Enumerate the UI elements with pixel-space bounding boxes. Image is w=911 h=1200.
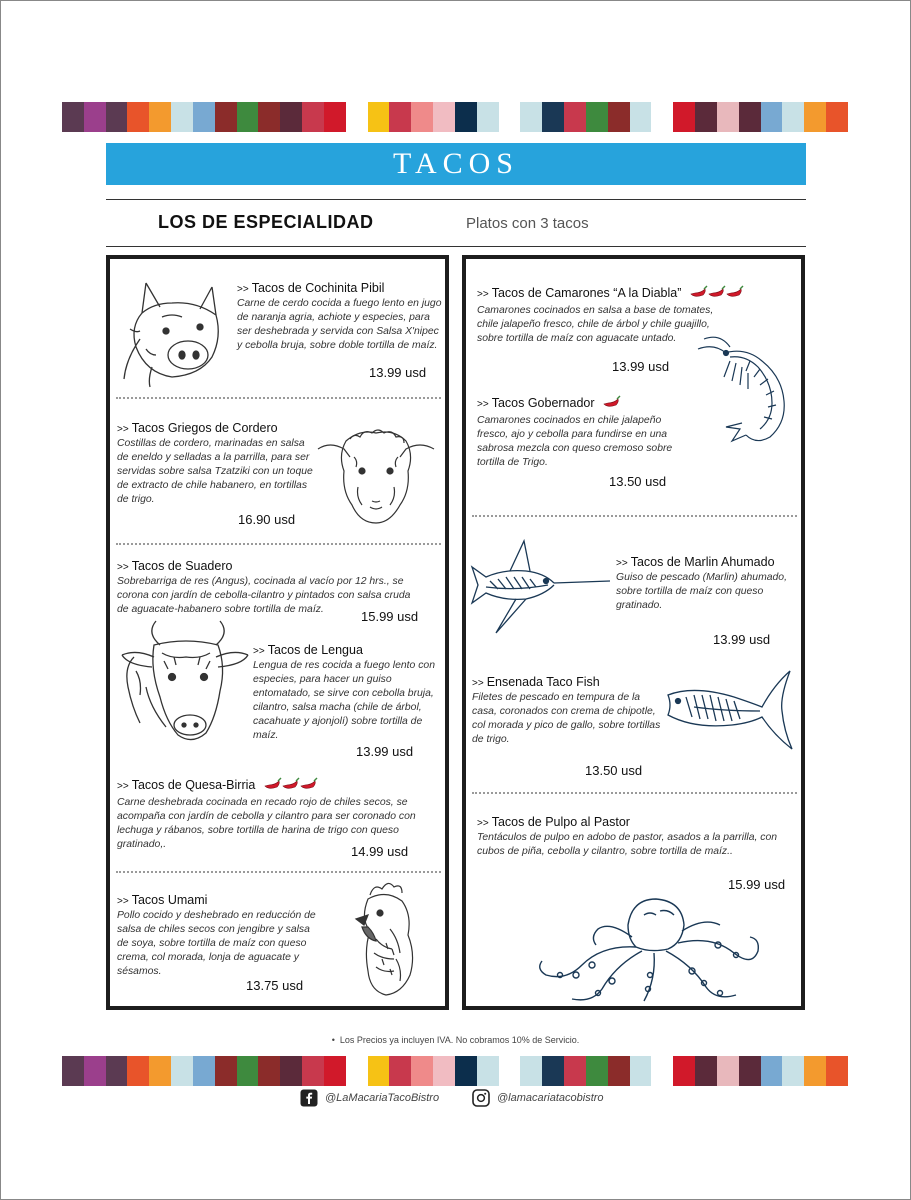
facebook-handle: @LaMacariaTacoBistro — [325, 1092, 440, 1104]
item-title — [477, 395, 695, 412]
stripe-segment — [433, 1056, 455, 1086]
item-price: 15.99 usd — [728, 877, 786, 892]
menu-item-ensenada-taco-fish — [472, 675, 664, 747]
item-title-text: Ensenada Taco Fish — [486, 675, 600, 689]
item-price: 13.50 usd — [585, 763, 643, 778]
arrow-prefix: >> — [616, 558, 628, 569]
item-title-text: Tacos de Cochinita Pibil — [251, 281, 385, 295]
stripe-segment — [258, 102, 280, 132]
stripe-segment — [761, 102, 783, 132]
dotted-separator — [472, 792, 797, 794]
arrow-prefix: >> — [477, 398, 489, 410]
item-description: Carne de cerdo cocida a fuego lento en jugo de naranja agria, achiote y especies, para ser deshebrada y servida con Salsa X'nipec y cebolla bruja, sobre doble tortilla de maíz. — [237, 298, 442, 351]
stripe-segment — [826, 1056, 848, 1086]
stripe-segment — [739, 102, 761, 132]
item-price: 13.99 usd — [369, 365, 427, 380]
stripe-segment — [782, 1056, 804, 1086]
item-title — [472, 675, 664, 689]
stripe-segment — [302, 102, 324, 132]
stripe-segment — [673, 102, 695, 132]
stripe-segment — [84, 1056, 106, 1086]
stripe-segment — [149, 1056, 171, 1086]
stripe-segment — [280, 102, 302, 132]
item-description: Guiso de pescado (Marlin) ahumado, sobre tortilla de maíz con queso gratinado. — [616, 572, 787, 611]
menu-item-gobernador — [477, 395, 695, 470]
instagram-handle: @lamacariatacobistro — [497, 1092, 604, 1104]
stripe-segment — [368, 102, 390, 132]
sheep-illustration-icon — [310, 427, 442, 527]
pig-illustration-icon — [116, 269, 228, 389]
item-description: Costillas de cordero, marinadas en salsa de eneldo y selladas a la parrilla, para ser servidas sobre salsa Tzatziki con un toque de extracto de chile habanero, en tortillas de trigo. — [117, 438, 313, 505]
item-title-text: Tacos de Suadero — [131, 559, 233, 573]
stripe-segment — [630, 102, 652, 132]
arrow-prefix: >> — [117, 780, 129, 792]
menu-item-cochinita-pibil — [237, 281, 443, 353]
stripe-segment — [477, 1056, 499, 1086]
stripe-segment — [739, 1056, 761, 1086]
facebook-link[interactable] — [300, 1089, 439, 1107]
stripe-segment — [237, 1056, 259, 1086]
spicy-level-3-icon — [263, 777, 319, 794]
spicy-level-1-icon — [602, 395, 622, 412]
stripe-segment — [804, 1056, 826, 1086]
chicken-illustration-icon — [346, 879, 430, 997]
item-price: 13.99 usd — [356, 744, 414, 759]
stripe-segment — [608, 102, 630, 132]
stripe-segment — [346, 1056, 368, 1086]
stripe-segment — [717, 102, 739, 132]
section-title: LOS DE ESPECIALIDAD — [158, 212, 374, 232]
item-description: Filetes de pescado en tempura de la casa, coronados con crema de chipotle, col morada y pico de gallo, sobre tortillas de trigo. — [472, 692, 661, 745]
item-title-text: Tacos de Quesa-Birria — [131, 777, 256, 792]
facebook-icon — [300, 1089, 318, 1107]
section-subtitle: Platos con 3 tacos — [466, 215, 589, 232]
stripe-segment — [455, 102, 477, 132]
decorative-stripe-bottom — [62, 1056, 848, 1086]
item-title — [237, 281, 443, 295]
stripe-segment — [586, 1056, 608, 1086]
stripe-segment — [171, 102, 193, 132]
dotted-separator — [116, 543, 441, 545]
arrow-prefix: >> — [253, 646, 265, 657]
stripe-segment — [237, 102, 259, 132]
stripe-segment — [520, 102, 542, 132]
price-footnote — [0, 1035, 911, 1045]
stripe-segment — [171, 1056, 193, 1086]
marlin-illustration-icon — [470, 537, 612, 637]
item-description: Carne deshebrada cocinada en recado rojo de chiles secos, se acompaña con jardín de cebolla y cilantro para ser coronado con lechuga y rábanos, sobre tortilla de harina de trigo con queso gratinado,. — [117, 797, 416, 850]
arrow-prefix: >> — [117, 896, 129, 907]
stripe-segment — [215, 1056, 237, 1086]
item-description: Lengua de res cocida a fuego lento con especies, para hacer un guiso entomatado, se sirve con cebolla bruja, cilantro, salsa macha (chile de árbol, cacahuate y ajonjolí) sobre tortilla de maíz. — [253, 660, 435, 741]
menu-item-lengua — [253, 643, 439, 743]
item-description: Sobrebarriga de res (Angus), cocinada al vacío por 12 hrs., se corona con jardín de cebolla-cilantro y pintados con salsa cruda de aguacate-habanero sobre tortilla de maíz. — [117, 576, 411, 615]
stripe-segment — [280, 1056, 302, 1086]
stripe-segment — [411, 102, 433, 132]
item-title — [117, 777, 442, 794]
stripe-segment — [673, 1056, 695, 1086]
stripe-segment — [106, 1056, 128, 1086]
stripe-segment — [564, 102, 586, 132]
spicy-level-3-icon — [689, 285, 745, 302]
stripe-segment — [411, 1056, 433, 1086]
stripe-segment — [520, 1056, 542, 1086]
cow-illustration-icon — [116, 617, 252, 749]
stripe-segment — [389, 102, 411, 132]
stripe-segment — [761, 1056, 783, 1086]
stripe-segment — [127, 102, 149, 132]
stripe-segment — [804, 102, 826, 132]
decorative-stripe-top — [62, 102, 848, 132]
stripe-segment — [433, 102, 455, 132]
item-title-text: Tacos de Marlin Ahumado — [630, 555, 775, 569]
item-price: 15.99 usd — [361, 609, 419, 624]
stripe-segment — [62, 102, 84, 132]
right-menu-panel — [462, 255, 805, 1010]
item-description: Tentáculos de pulpo en adobo de pastor, asados a la parrilla, con cubos de piña, cebolla y cilantro, sobre tortilla de maíz.. — [477, 832, 778, 857]
stripe-segment — [651, 102, 673, 132]
stripe-segment — [608, 1056, 630, 1086]
stripe-segment — [542, 1056, 564, 1086]
footnote-text: Los Precios ya incluyen IVA. No cobramos 10% de Servicio. — [339, 1035, 580, 1045]
dotted-separator — [116, 397, 441, 399]
stripe-segment — [106, 102, 128, 132]
dotted-separator — [472, 515, 797, 517]
item-title-text: Tacos de Lengua — [267, 643, 363, 657]
item-price: 13.99 usd — [713, 632, 771, 647]
stripe-segment — [84, 102, 106, 132]
menu-item-quesa-birria — [117, 777, 442, 852]
fish-illustration-icon — [664, 667, 794, 753]
stripe-segment — [782, 102, 804, 132]
item-price: 16.90 usd — [238, 512, 296, 527]
item-title — [117, 559, 442, 573]
instagram-icon — [472, 1089, 490, 1107]
stripe-segment — [455, 1056, 477, 1086]
arrow-prefix: >> — [117, 562, 129, 573]
item-title-text: Tacos de Camarones “A la Diabla” — [491, 285, 682, 300]
stripe-segment — [717, 1056, 739, 1086]
octopus-illustration-icon — [532, 895, 762, 1005]
stripe-segment — [499, 1056, 521, 1086]
stripe-segment — [630, 1056, 652, 1086]
stripe-segment — [215, 102, 237, 132]
stripe-segment — [127, 1056, 149, 1086]
menu-item-umami — [117, 893, 317, 979]
stripe-segment — [149, 102, 171, 132]
title-bar — [106, 143, 806, 185]
item-price: 13.75 usd — [246, 978, 304, 993]
item-price: 14.99 usd — [351, 844, 409, 859]
stripe-segment — [477, 102, 499, 132]
item-title-text: Tacos Gobernador — [491, 395, 595, 410]
stripe-segment — [62, 1056, 84, 1086]
stripe-segment — [695, 1056, 717, 1086]
item-title — [477, 285, 793, 302]
stripe-segment — [193, 102, 215, 132]
instagram-link[interactable] — [472, 1089, 604, 1107]
page-title: TACOS — [393, 147, 519, 180]
item-title — [616, 555, 800, 569]
item-description: Pollo cocido y deshebrado en reducción de salsa de chiles secos con jengibre y salsa de soya, sobre tortilla de maíz con queso crema, col morada, lonja de aguacate y sésamos. — [117, 910, 316, 977]
dotted-separator — [116, 871, 441, 873]
arrow-prefix: >> — [477, 818, 489, 829]
stripe-segment — [586, 102, 608, 132]
item-description: Camarones cocinados en salsa a base de tomates, chile jalapeño fresco, chile de árbol y chile guajillo, sobre tortilla de maíz con aguacate untado. — [477, 305, 714, 344]
arrow-prefix: >> — [477, 288, 489, 300]
arrow-prefix: >> — [237, 284, 249, 295]
stripe-segment — [302, 1056, 324, 1086]
item-price: 13.99 usd — [612, 359, 670, 374]
item-title — [253, 643, 439, 657]
menu-item-griegos-de-cordero — [117, 421, 317, 507]
item-title — [477, 815, 795, 829]
item-title-text: Tacos de Pulpo al Pastor — [491, 815, 630, 829]
stripe-segment — [368, 1056, 390, 1086]
stripe-segment — [651, 1056, 673, 1086]
item-title — [117, 893, 317, 907]
item-title-text: Tacos Umami — [131, 893, 208, 907]
bullet-icon: • — [331, 1035, 335, 1045]
item-title-text: Tacos Griegos de Cordero — [131, 421, 278, 435]
left-menu-panel — [106, 255, 449, 1010]
stripe-segment — [499, 102, 521, 132]
item-title — [117, 421, 317, 435]
divider-top — [106, 199, 806, 200]
stripe-segment — [389, 1056, 411, 1086]
stripe-segment — [324, 102, 346, 132]
stripe-segment — [324, 1056, 346, 1086]
stripe-segment — [695, 102, 717, 132]
shrimp-illustration-icon — [690, 331, 792, 449]
stripe-segment — [564, 1056, 586, 1086]
menu-item-pulpo-al-pastor — [477, 815, 795, 859]
item-price: 13.50 usd — [609, 474, 667, 489]
stripe-segment — [542, 102, 564, 132]
stripe-segment — [826, 102, 848, 132]
stripe-segment — [258, 1056, 280, 1086]
menu-item-marlin-ahumado — [616, 555, 800, 613]
arrow-prefix: >> — [472, 678, 484, 689]
arrow-prefix: >> — [117, 424, 129, 435]
divider-bottom — [106, 246, 806, 247]
item-description: Camarones cocinados en chile jalapeño fresco, ajo y cebolla para fundirse en una sabrosa mezcla con queso cremoso sobre tortilla de Trigo. — [477, 415, 673, 468]
stripe-segment — [346, 102, 368, 132]
stripe-segment — [193, 1056, 215, 1086]
